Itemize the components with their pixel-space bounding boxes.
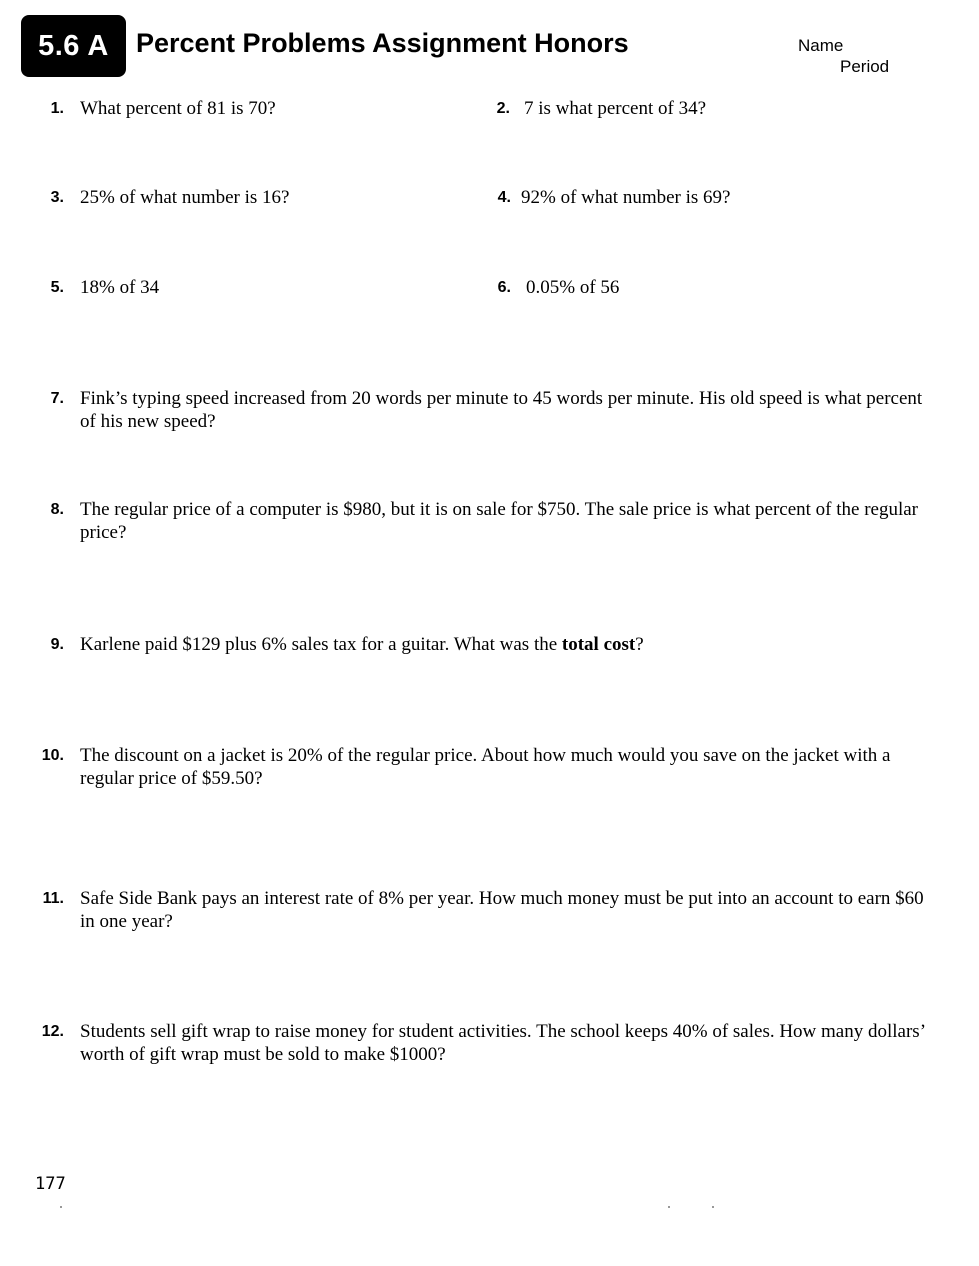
question-number: 8. [50,501,64,518]
question-text: Students sell gift wrap to raise money for student activities. The school keeps 40% of sales. How many dollars’ worth of gift wrap must be sold to make $1000? [80,1021,925,1065]
question-number: 7. [50,390,64,407]
question-text: 25% of what number is 16? [80,187,290,208]
question-text: Safe Side Bank pays an interest rate of 8% per year. How much money must be put into an account to earn $60 in one year? [80,888,924,932]
cutoff-mark [60,1206,66,1210]
question-text: 7 is what percent of 34? [524,98,707,119]
question-text: Fink’s typing speed increased from 20 words per minute to 45 words per minute. His old speed is what percent of his new speed? [80,388,923,432]
page-title: Percent Problems Assignment Honors [136,28,629,58]
question-text: 18% of 34 [80,277,160,298]
question-number: 12. [41,1023,64,1040]
period-label: Period [840,57,890,76]
question-number: 4. [497,189,511,206]
cutoff-mark [668,1206,674,1210]
page-number: 177 [35,1174,66,1194]
question-number: 2. [496,100,510,117]
question-number: 9. [50,636,64,653]
question-text: The discount on a jacket is 20% of the regular price. About how much would you save on the jacket with a regular price of $59.50? [80,745,891,789]
section-badge: 5.6 A [21,15,126,77]
question-text-emphasis: total cost [561,634,636,655]
question-number: 3. [50,189,64,206]
question-text-part: Karlene paid $129 plus 6% sales tax for a guitar. What was the [80,634,562,655]
question-text [80,633,940,656]
question-number: 11. [42,890,64,907]
question-text: The regular price of a computer is $980, but it is on sale for $750. The sale price is what percent of the regular price? [80,499,919,543]
cutoff-mark [712,1206,718,1210]
question-text-part: ? [635,634,644,655]
question-number: 6. [497,279,511,296]
question-number: 10. [41,747,64,764]
question-number: 1. [50,100,64,117]
name-label: Name [798,36,844,55]
question-text: 0.05% of 56 [526,277,620,298]
question-text: What percent of 81 is 70? [80,98,276,119]
question-text: 92% of what number is 69? [521,187,731,208]
question-number: 5. [50,279,64,296]
